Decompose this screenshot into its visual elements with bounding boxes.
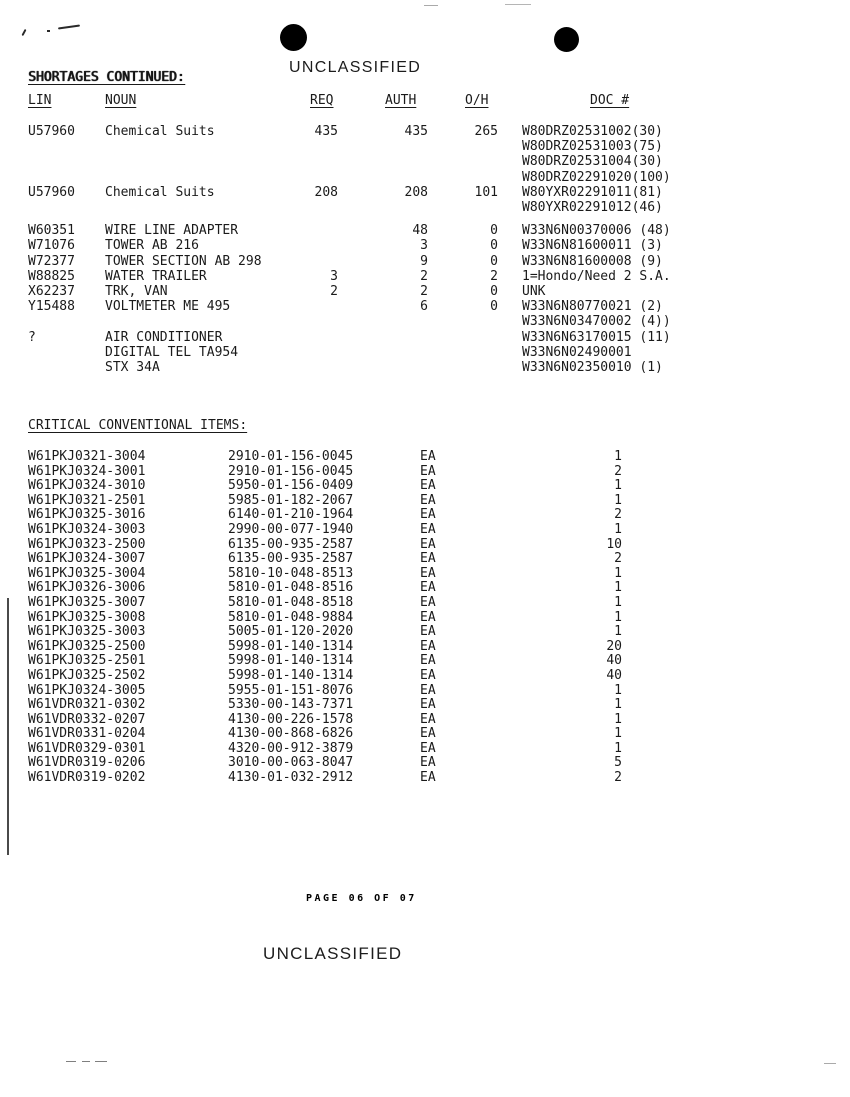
unit-cell: EA xyxy=(420,682,436,698)
critical-item-row xyxy=(28,625,828,640)
quantity-cell: 1 xyxy=(614,624,622,640)
part-number-cell: W61PKJ0324-3003 xyxy=(28,521,146,537)
nsn-cell: 5955-01-151-8076 xyxy=(228,682,354,698)
nsn-cell: 5998-01-140-1314 xyxy=(228,653,354,669)
shortage-row xyxy=(28,269,828,284)
part-number-cell: W61PKJ0325-2502 xyxy=(28,667,146,683)
part-number-cell: W61PKJ0325-2501 xyxy=(28,653,146,669)
unit-cell: EA xyxy=(420,638,436,654)
oh-cell: 0 xyxy=(490,284,498,300)
pen-mark xyxy=(21,29,26,36)
lin-cell: U57960 xyxy=(28,124,75,139)
auth-cell: 3 xyxy=(420,238,428,254)
unit-cell: EA xyxy=(420,624,436,640)
nsn-cell: 6135-00-935-2587 xyxy=(228,551,354,567)
part-number-cell: W61PKJ0325-3003 xyxy=(28,624,146,640)
quantity-cell: 1 xyxy=(614,449,622,464)
nsn-cell: 5005-01-120-2020 xyxy=(228,624,354,640)
req-cell xyxy=(310,254,338,269)
auth-cell: 48 xyxy=(412,223,428,239)
lin-cell: W72377 xyxy=(28,253,75,269)
nsn-cell: 5985-01-182-2067 xyxy=(228,492,354,508)
noun-cell: AIR CONDITIONER DIGITAL TEL TA954 STX 34A xyxy=(105,329,239,376)
quantity-cell: 2 xyxy=(614,463,622,479)
nsn-cell: 4130-01-032-2912 xyxy=(228,770,354,786)
classification-banner-top: UNCLASSIFIED xyxy=(289,59,422,76)
critical-item-row xyxy=(28,523,828,538)
oh-cell: 265 xyxy=(474,124,498,139)
req-cell: 435 xyxy=(314,124,338,139)
lin-cell: ? xyxy=(28,329,36,345)
part-number-cell: W61VDR0319-0206 xyxy=(28,755,146,771)
quantity-cell: 1 xyxy=(614,594,622,610)
part-number-cell: W61VDR0329-0301 xyxy=(28,740,146,756)
scan-artifact-dash xyxy=(424,5,438,6)
critical-item-row xyxy=(28,756,828,771)
part-number-cell: W61PKJ0325-3004 xyxy=(28,565,146,581)
part-number-cell: W61PKJ0324-3005 xyxy=(28,682,146,698)
pen-mark xyxy=(58,24,80,29)
noun-cell: VOLTMETER ME 495 xyxy=(105,299,231,315)
quantity-cell: 5 xyxy=(614,755,622,771)
auth-cell: 9 xyxy=(420,253,428,269)
oh-cell: 0 xyxy=(490,223,498,239)
quantity-cell: 1 xyxy=(614,492,622,508)
req-cell: 2 xyxy=(330,284,338,300)
scan-artifact-dash xyxy=(505,4,531,5)
shortages-section xyxy=(28,70,828,375)
quantity-cell: 40 xyxy=(606,653,622,669)
shortage-row xyxy=(28,254,828,269)
auth-cell: 435 xyxy=(404,124,428,139)
quantity-cell: 1 xyxy=(614,711,622,727)
critical-item-row xyxy=(28,465,828,480)
quantity-cell: 1 xyxy=(614,580,622,596)
oh-cell: 0 xyxy=(490,299,498,315)
critical-item-row xyxy=(28,654,828,669)
unit-cell: EA xyxy=(420,726,436,742)
nsn-cell: 6140-01-210-1964 xyxy=(228,507,354,523)
req-cell xyxy=(310,330,338,376)
nsn-cell: 4130-00-226-1578 xyxy=(228,711,354,727)
part-number-cell: W61VDR0321-0302 xyxy=(28,697,146,713)
hole-punch-mark-left xyxy=(280,24,307,51)
part-number-cell: W61PKJ0323-2500 xyxy=(28,536,146,552)
noun-cell: WIRE LINE ADAPTER xyxy=(105,223,239,239)
critical-items-rows xyxy=(28,450,828,786)
nsn-cell: 4320-00-912-3879 xyxy=(228,740,354,756)
critical-items-section xyxy=(28,418,828,786)
unit-cell: EA xyxy=(420,449,436,464)
doc-cell: 1=Hondo/Need 2 S.A. xyxy=(522,268,671,284)
nsn-cell: 5998-01-140-1314 xyxy=(228,638,354,654)
unit-cell: EA xyxy=(420,565,436,581)
critical-item-row xyxy=(28,727,828,742)
quantity-cell: 2 xyxy=(614,507,622,523)
lin-cell: Y15488 xyxy=(28,299,75,315)
part-number-cell: W61PKJ0324-3001 xyxy=(28,463,146,479)
nsn-cell: 5950-01-156-0409 xyxy=(228,478,354,494)
quantity-cell: 1 xyxy=(614,726,622,742)
classification-banner-bottom: UNCLASSIFIED xyxy=(263,944,403,963)
shortage-row xyxy=(28,223,828,238)
part-number-cell: W61PKJ0325-2500 xyxy=(28,638,146,654)
critical-item-row xyxy=(28,538,828,553)
nsn-cell: 5998-01-140-1314 xyxy=(228,667,354,683)
shortages-rows xyxy=(28,124,828,375)
auth-cell xyxy=(338,330,428,376)
unit-cell: EA xyxy=(420,551,436,567)
critical-item-row xyxy=(28,684,828,699)
unit-cell: EA xyxy=(420,580,436,596)
critical-items-title: CRITICAL CONVENTIONAL ITEMS: xyxy=(28,418,248,433)
column-header-doc: DOC # xyxy=(590,93,630,108)
req-cell xyxy=(310,299,338,329)
critical-item-row xyxy=(28,698,828,713)
unit-cell: EA xyxy=(420,594,436,610)
pen-mark xyxy=(47,30,50,32)
critical-item-row xyxy=(28,771,828,786)
doc-cell: W33N6N81600011 (3) xyxy=(522,238,663,254)
part-number-cell: W61VDR0319-0202 xyxy=(28,770,146,786)
scan-artifact-dash xyxy=(66,1061,76,1062)
quantity-cell: 20 xyxy=(606,638,622,654)
quantity-cell: 10 xyxy=(606,536,622,552)
shortages-title: SHORTAGES CONTINUED: xyxy=(28,70,185,85)
unit-cell: EA xyxy=(420,653,436,669)
noun-cell: Chemical Suits xyxy=(105,184,215,200)
nsn-cell: 2910-01-156-0045 xyxy=(228,449,354,464)
doc-cell: W33N6N63170015 (11) W33N6N02490001 W33N6N02350010 (1) xyxy=(522,329,671,376)
unit-cell: EA xyxy=(420,609,436,625)
part-number-cell: W61PKJ0324-3007 xyxy=(28,551,146,567)
critical-item-row xyxy=(28,669,828,684)
column-header-oh: O/H xyxy=(465,93,489,108)
quantity-cell: 1 xyxy=(614,682,622,698)
quantity-cell: 1 xyxy=(614,609,622,625)
column-header-auth: AUTH xyxy=(385,93,417,108)
auth-cell: 208 xyxy=(404,184,428,200)
req-cell xyxy=(310,223,338,238)
unit-cell: EA xyxy=(420,711,436,727)
part-number-cell: W61PKJ0325-3007 xyxy=(28,594,146,610)
shortages-header-row xyxy=(28,93,828,109)
unit-cell: EA xyxy=(420,478,436,494)
unit-cell: EA xyxy=(420,492,436,508)
critical-item-row xyxy=(28,494,828,509)
shortage-row xyxy=(28,284,828,299)
noun-cell: TOWER SECTION AB 298 xyxy=(105,253,262,269)
nsn-cell: 5810-01-048-8516 xyxy=(228,580,354,596)
part-number-cell: W61PKJ0324-3010 xyxy=(28,478,146,494)
shortage-row xyxy=(28,299,828,329)
shortage-row xyxy=(28,330,828,376)
scan-artifact-dash xyxy=(82,1061,90,1062)
quantity-cell: 1 xyxy=(614,697,622,713)
lin-cell: U57960 xyxy=(28,184,75,200)
unit-cell: EA xyxy=(420,507,436,523)
oh-cell: 2 xyxy=(490,268,498,284)
column-header-lin: LIN xyxy=(28,93,52,108)
lin-cell: W88825 xyxy=(28,268,75,284)
column-header-noun: NOUN xyxy=(105,93,137,108)
unit-cell: EA xyxy=(420,697,436,713)
critical-item-row xyxy=(28,567,828,582)
part-number-cell: W61PKJ0325-3016 xyxy=(28,507,146,523)
scan-artifact-dash xyxy=(95,1061,107,1062)
part-number-cell: W61PKJ0325-3008 xyxy=(28,609,146,625)
critical-item-row xyxy=(28,596,828,611)
req-cell xyxy=(310,238,338,253)
doc-cell: W33N6N81600008 (9) xyxy=(522,253,663,269)
auth-cell: 2 xyxy=(420,284,428,300)
critical-item-row xyxy=(28,450,828,465)
nsn-cell: 5330-00-143-7371 xyxy=(228,697,354,713)
unit-cell: EA xyxy=(420,755,436,771)
critical-item-row xyxy=(28,713,828,728)
noun-cell: TOWER AB 216 xyxy=(105,238,199,254)
req-cell: 3 xyxy=(330,268,338,284)
unit-cell: EA xyxy=(420,740,436,756)
quantity-cell: 1 xyxy=(614,478,622,494)
scan-artifact-dash xyxy=(824,1063,836,1064)
nsn-cell: 2910-01-156-0045 xyxy=(228,463,354,479)
part-number-cell: W61PKJ0326-3006 xyxy=(28,580,146,596)
nsn-cell: 6135-00-935-2587 xyxy=(228,536,354,552)
doc-cell: W33N6N80770021 (2) W33N6N03470002 (4)) xyxy=(522,299,671,330)
quantity-cell: 1 xyxy=(614,740,622,756)
page-number: PAGE 06 OF 07 xyxy=(306,893,417,904)
shortage-row xyxy=(28,124,828,185)
critical-item-row xyxy=(28,552,828,567)
critical-item-row xyxy=(28,742,828,757)
oh-cell: 0 xyxy=(490,238,498,254)
part-number-cell: W61VDR0332-0207 xyxy=(28,711,146,727)
critical-item-row xyxy=(28,508,828,523)
hole-punch-mark-right xyxy=(554,27,579,52)
lin-cell: W60351 xyxy=(28,223,75,239)
lin-cell: X62237 xyxy=(28,284,75,300)
quantity-cell: 1 xyxy=(614,565,622,581)
part-number-cell: W61VDR0331-0204 xyxy=(28,726,146,742)
auth-cell: 6 xyxy=(420,299,428,315)
critical-item-row xyxy=(28,640,828,655)
noun-cell: WATER TRAILER xyxy=(105,268,207,284)
doc-cell: UNK xyxy=(522,284,546,300)
oh-cell: 101 xyxy=(474,184,498,200)
auth-cell: 2 xyxy=(420,268,428,284)
unit-cell: EA xyxy=(420,770,436,786)
nsn-cell: 5810-10-048-8513 xyxy=(228,565,354,581)
part-number-cell: W61PKJ0321-2501 xyxy=(28,492,146,508)
unit-cell: EA xyxy=(420,667,436,683)
quantity-cell: 40 xyxy=(606,667,622,683)
nsn-cell: 4130-00-868-6826 xyxy=(228,726,354,742)
shortage-row xyxy=(28,185,828,215)
quantity-cell: 1 xyxy=(614,521,622,537)
oh-cell xyxy=(428,330,498,376)
doc-cell: W80DRZ02531002(30) W80DRZ02531003(75) W80DRZ02531004(30) W80DRZ02291020(100) xyxy=(522,124,671,185)
oh-cell: 0 xyxy=(490,253,498,269)
part-number-cell: W61PKJ0321-3004 xyxy=(28,449,146,464)
quantity-cell: 2 xyxy=(614,770,622,786)
doc-cell: W80YXR02291011(81) W80YXR02291012(46) xyxy=(522,184,663,216)
lin-cell: W71076 xyxy=(28,238,75,254)
nsn-cell: 5810-01-048-9884 xyxy=(228,609,354,625)
nsn-cell: 2990-00-077-1940 xyxy=(228,521,354,537)
shortage-row xyxy=(28,238,828,253)
unit-cell: EA xyxy=(420,463,436,479)
critical-item-row xyxy=(28,479,828,494)
unit-cell: EA xyxy=(420,521,436,537)
scan-artifact-vertical-line xyxy=(7,598,9,855)
quantity-cell: 2 xyxy=(614,551,622,567)
doc-cell: W33N6N00370006 (48) xyxy=(522,223,671,239)
noun-cell: Chemical Suits xyxy=(105,124,215,139)
unit-cell: EA xyxy=(420,536,436,552)
req-cell: 208 xyxy=(314,184,338,200)
column-header-req: REQ xyxy=(310,93,334,108)
critical-item-row xyxy=(28,581,828,596)
noun-cell: TRK, VAN xyxy=(105,284,168,300)
nsn-cell: 3010-00-063-8047 xyxy=(228,755,354,771)
critical-item-row xyxy=(28,611,828,626)
nsn-cell: 5810-01-048-8518 xyxy=(228,594,354,610)
